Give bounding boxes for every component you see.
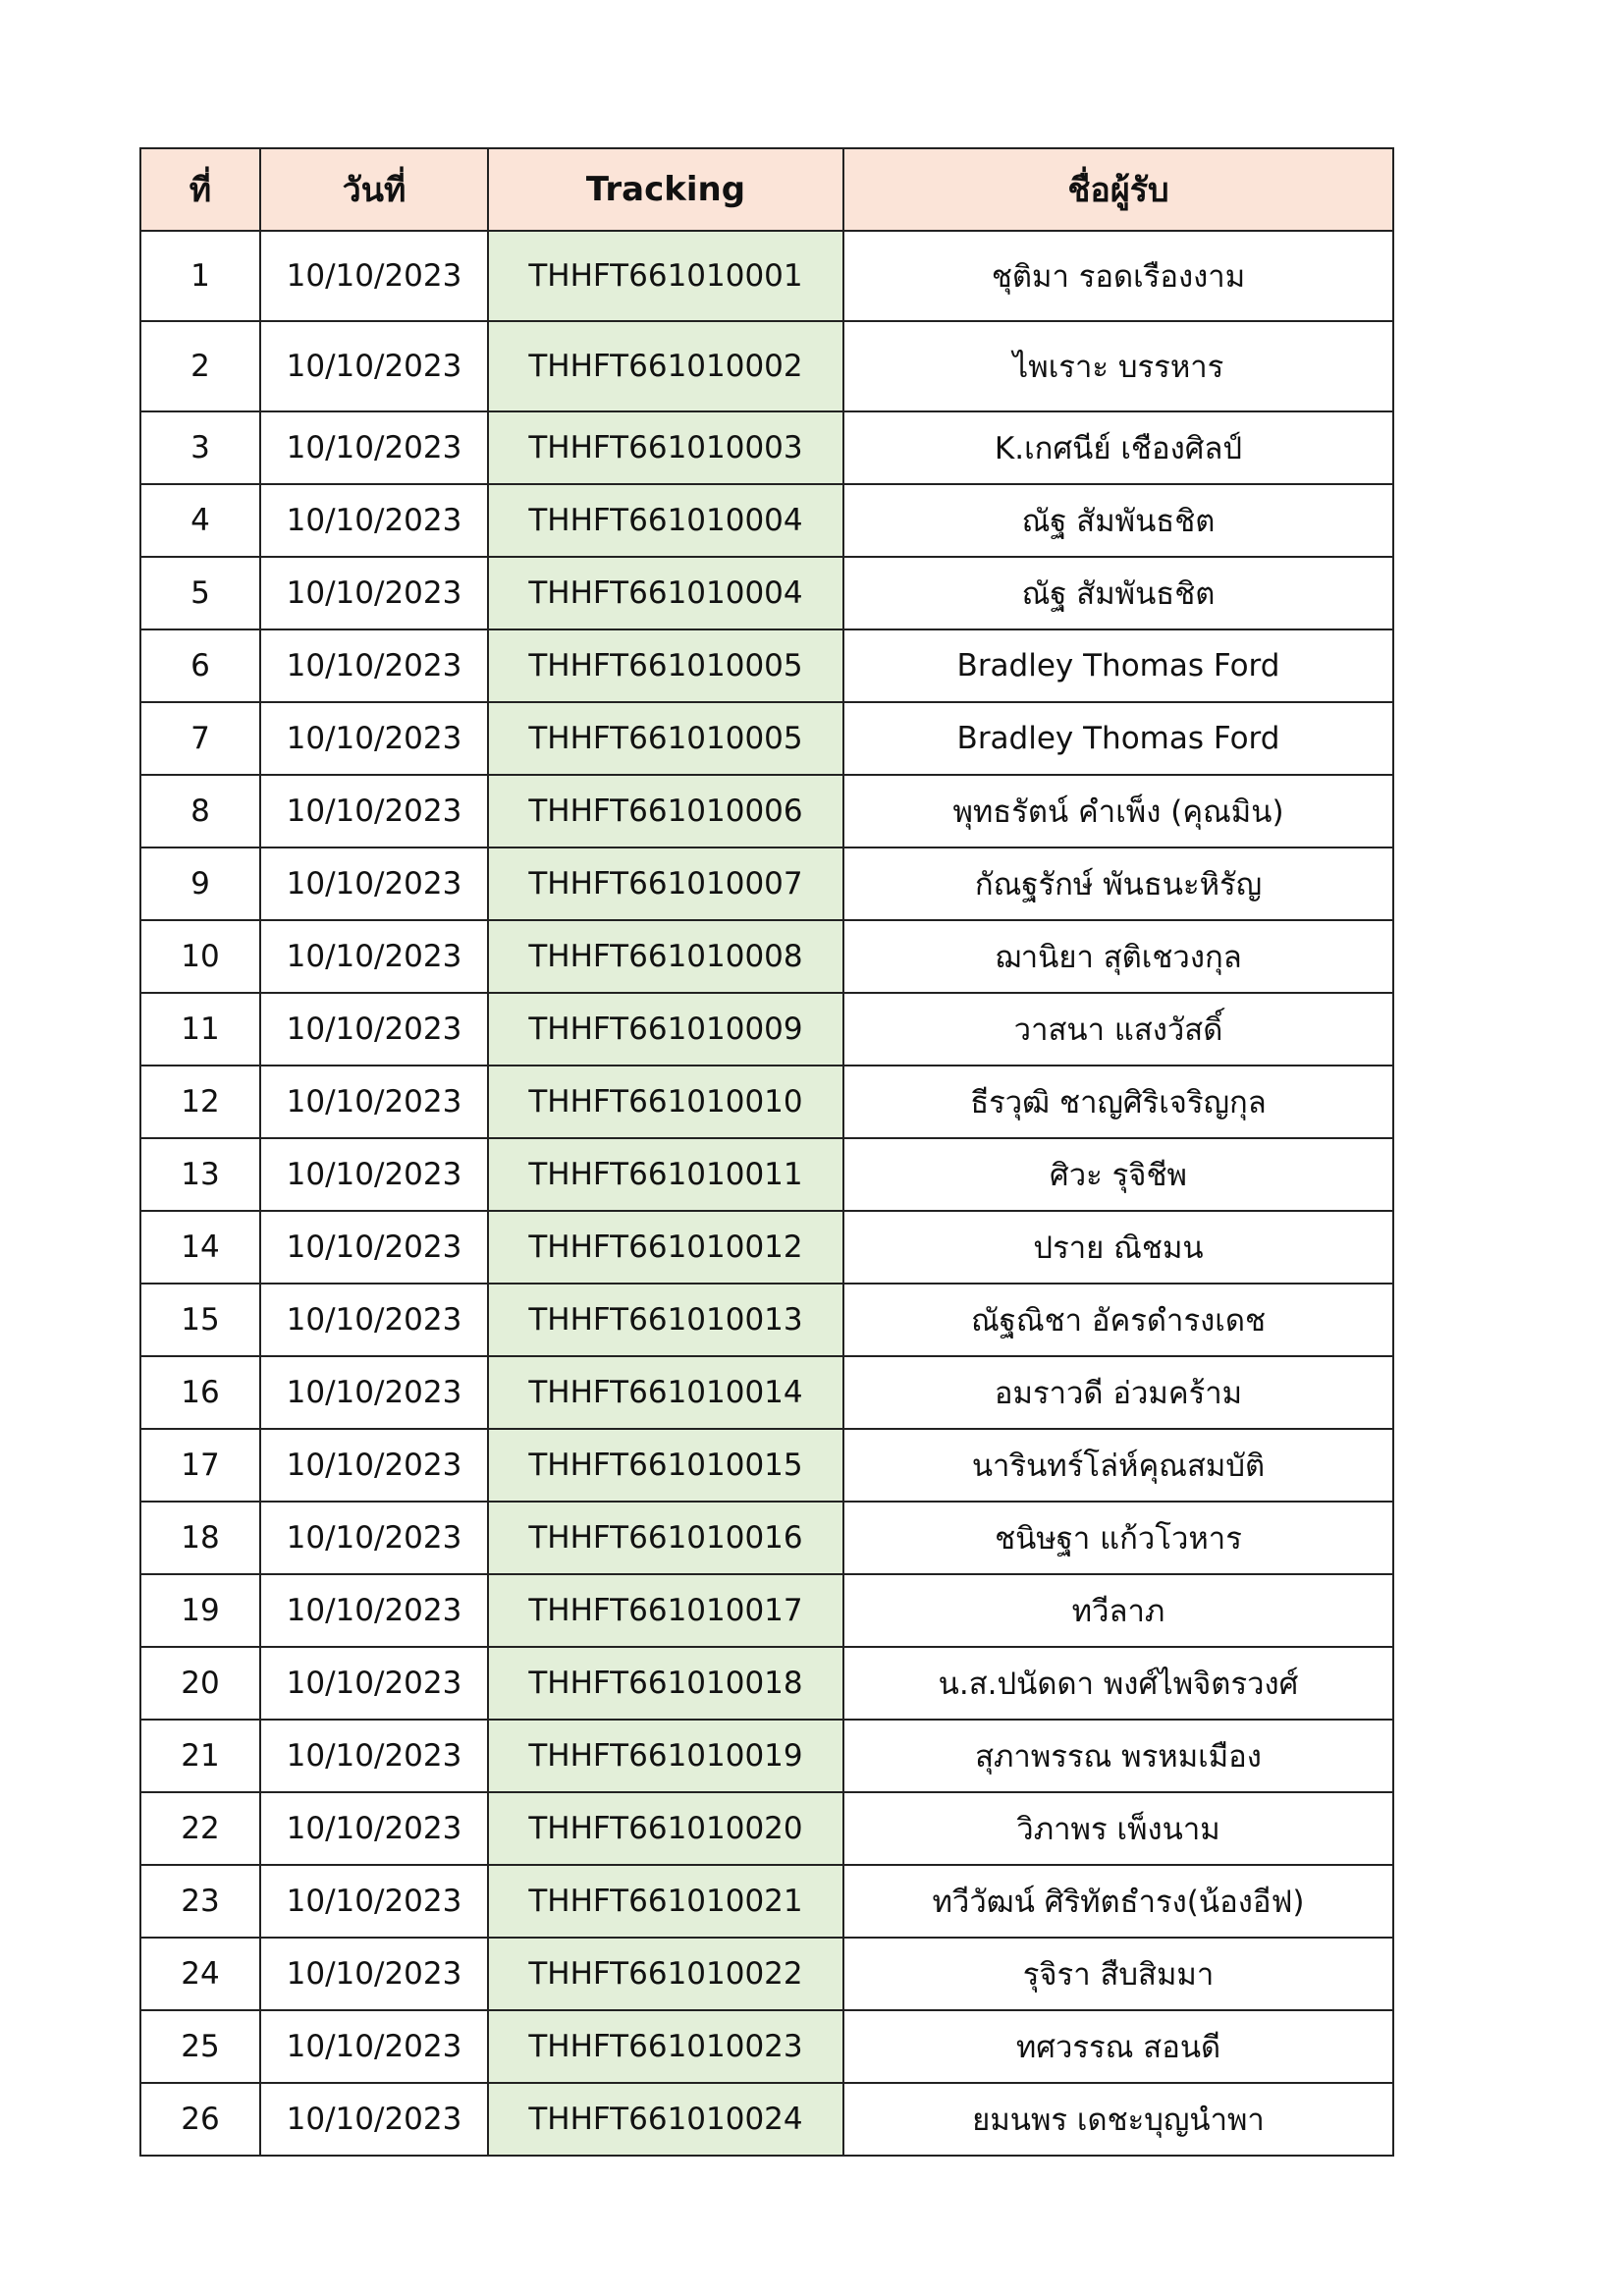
cell-recipient: วาสนา แสงวัสดิ์	[843, 993, 1393, 1066]
table-row	[140, 775, 1393, 847]
cell-tracking: THHFT661010021	[488, 1865, 843, 1938]
header-tracking: Tracking	[488, 148, 843, 231]
cell-no: 20	[140, 1647, 260, 1720]
cell-tracking: THHFT661010009	[488, 993, 843, 1066]
table-row	[140, 1284, 1393, 1356]
cell-date: 10/10/2023	[260, 1502, 488, 1574]
cell-date: 10/10/2023	[260, 2083, 488, 2156]
cell-date: 10/10/2023	[260, 1429, 488, 1502]
cell-recipient: ปราย ณิชมน	[843, 1211, 1393, 1284]
cell-no: 19	[140, 1574, 260, 1647]
cell-recipient: นารินทร์โล่ห์คุณสมบัติ	[843, 1429, 1393, 1502]
cell-no: 17	[140, 1429, 260, 1502]
cell-no: 16	[140, 1356, 260, 1429]
cell-no: 2	[140, 321, 260, 411]
cell-no: 8	[140, 775, 260, 847]
cell-tracking: THHFT661010008	[488, 920, 843, 993]
cell-no: 15	[140, 1284, 260, 1356]
cell-no: 21	[140, 1720, 260, 1792]
table-row	[140, 1865, 1393, 1938]
table-row	[140, 1574, 1393, 1647]
cell-no: 6	[140, 629, 260, 702]
cell-recipient: ไพเราะ บรรหาร	[843, 321, 1393, 411]
cell-date: 10/10/2023	[260, 629, 488, 702]
table-row	[140, 411, 1393, 484]
cell-no: 12	[140, 1066, 260, 1138]
cell-date: 10/10/2023	[260, 1574, 488, 1647]
table-row	[140, 1938, 1393, 2010]
cell-recipient: ชนิษฐา แก้วโวหาร	[843, 1502, 1393, 1574]
table-row	[140, 993, 1393, 1066]
cell-tracking: THHFT661010005	[488, 702, 843, 775]
cell-recipient: ทศวรรณ สอนดี	[843, 2010, 1393, 2083]
cell-recipient: Bradley Thomas Ford	[843, 702, 1393, 775]
cell-date: 10/10/2023	[260, 702, 488, 775]
cell-date: 10/10/2023	[260, 1356, 488, 1429]
cell-tracking: THHFT661010014	[488, 1356, 843, 1429]
table-row	[140, 847, 1393, 920]
table-row	[140, 1647, 1393, 1720]
cell-tracking: THHFT661010023	[488, 2010, 843, 2083]
table-row	[140, 702, 1393, 775]
cell-recipient: วิภาพร เพ็งนาม	[843, 1792, 1393, 1865]
table-row	[140, 1429, 1393, 1502]
table-row	[140, 1792, 1393, 1865]
cell-date: 10/10/2023	[260, 1792, 488, 1865]
cell-tracking: THHFT661010016	[488, 1502, 843, 1574]
cell-tracking: THHFT661010003	[488, 411, 843, 484]
cell-tracking: THHFT661010015	[488, 1429, 843, 1502]
cell-no: 10	[140, 920, 260, 993]
table-row	[140, 557, 1393, 629]
cell-no: 11	[140, 993, 260, 1066]
cell-no: 22	[140, 1792, 260, 1865]
cell-date: 10/10/2023	[260, 920, 488, 993]
header-no: ที่	[140, 148, 260, 231]
table-row	[140, 1066, 1393, 1138]
cell-tracking: THHFT661010012	[488, 1211, 843, 1284]
cell-recipient: น.ส.ปนัดดา พงศ์ไพจิตรวงศ์	[843, 1647, 1393, 1720]
cell-recipient: ศิวะ รุจิชีพ	[843, 1138, 1393, 1211]
table-row	[140, 2083, 1393, 2156]
cell-no: 3	[140, 411, 260, 484]
cell-no: 1	[140, 231, 260, 321]
cell-recipient: ณัฐ สัมพันธชิต	[843, 484, 1393, 557]
cell-date: 10/10/2023	[260, 993, 488, 1066]
cell-recipient: ชุติมา รอดเรืองงาม	[843, 231, 1393, 321]
cell-tracking: THHFT661010005	[488, 629, 843, 702]
cell-recipient: ธีรวุฒิ ชาญศิริเจริญกุล	[843, 1066, 1393, 1138]
cell-tracking: THHFT661010002	[488, 321, 843, 411]
table-row	[140, 629, 1393, 702]
cell-tracking: THHFT661010020	[488, 1792, 843, 1865]
cell-date: 10/10/2023	[260, 557, 488, 629]
cell-no: 5	[140, 557, 260, 629]
cell-no: 7	[140, 702, 260, 775]
cell-date: 10/10/2023	[260, 1720, 488, 1792]
cell-date: 10/10/2023	[260, 2010, 488, 2083]
table-row	[140, 920, 1393, 993]
header-date: วันที่	[260, 148, 488, 231]
cell-no: 14	[140, 1211, 260, 1284]
cell-date: 10/10/2023	[260, 1647, 488, 1720]
table-row	[140, 1138, 1393, 1211]
table-body	[140, 231, 1393, 2156]
header-row	[140, 148, 1393, 231]
cell-recipient: ยมนพร เดชะบุญนำพา	[843, 2083, 1393, 2156]
cell-tracking: THHFT661010004	[488, 484, 843, 557]
cell-date: 10/10/2023	[260, 411, 488, 484]
header-recipient: ชื่อผู้รับ	[843, 148, 1393, 231]
table-row	[140, 1720, 1393, 1792]
cell-tracking: THHFT661010006	[488, 775, 843, 847]
cell-recipient: พุทธรัตน์ คำเพ็ง (คุณมิน)	[843, 775, 1393, 847]
cell-date: 10/10/2023	[260, 1066, 488, 1138]
cell-date: 10/10/2023	[260, 1938, 488, 2010]
cell-date: 10/10/2023	[260, 1865, 488, 1938]
table-row	[140, 1211, 1393, 1284]
cell-no: 18	[140, 1502, 260, 1574]
table-row	[140, 1356, 1393, 1429]
cell-tracking: THHFT661010013	[488, 1284, 843, 1356]
cell-recipient: กัณฐรักษ์ พันธนะหิรัญ	[843, 847, 1393, 920]
table-row	[140, 231, 1393, 321]
cell-date: 10/10/2023	[260, 484, 488, 557]
cell-date: 10/10/2023	[260, 775, 488, 847]
cell-date: 10/10/2023	[260, 1138, 488, 1211]
cell-recipient: Bradley Thomas Ford	[843, 629, 1393, 702]
cell-no: 26	[140, 2083, 260, 2156]
cell-no: 23	[140, 1865, 260, 1938]
cell-tracking: THHFT661010017	[488, 1574, 843, 1647]
cell-no: 25	[140, 2010, 260, 2083]
cell-date: 10/10/2023	[260, 1211, 488, 1284]
table-row	[140, 321, 1393, 411]
cell-recipient: ฌานิยา สุติเชวงกุล	[843, 920, 1393, 993]
cell-date: 10/10/2023	[260, 847, 488, 920]
cell-tracking: THHFT661010019	[488, 1720, 843, 1792]
cell-recipient: ทวีลาภ	[843, 1574, 1393, 1647]
cell-no: 13	[140, 1138, 260, 1211]
cell-no: 9	[140, 847, 260, 920]
cell-tracking: THHFT661010010	[488, 1066, 843, 1138]
cell-date: 10/10/2023	[260, 1284, 488, 1356]
table-row	[140, 2010, 1393, 2083]
cell-date: 10/10/2023	[260, 321, 488, 411]
cell-tracking: THHFT661010011	[488, 1138, 843, 1211]
cell-tracking: THHFT661010001	[488, 231, 843, 321]
cell-tracking: THHFT661010024	[488, 2083, 843, 2156]
cell-recipient: อมราวดี อ่วมคร้าม	[843, 1356, 1393, 1429]
cell-recipient: ณัฐณิชา อัครดำรงเดช	[843, 1284, 1393, 1356]
cell-no: 4	[140, 484, 260, 557]
table-row	[140, 1502, 1393, 1574]
cell-recipient: K.เกศนีย์ เชืองศิลป์	[843, 411, 1393, 484]
cell-recipient: สุภาพรรณ พรหมเมือง	[843, 1720, 1393, 1792]
cell-tracking: THHFT661010004	[488, 557, 843, 629]
cell-tracking: THHFT661010018	[488, 1647, 843, 1720]
cell-tracking: THHFT661010007	[488, 847, 843, 920]
cell-tracking: THHFT661010022	[488, 1938, 843, 2010]
tracking-table	[139, 147, 1394, 2157]
table-row	[140, 484, 1393, 557]
cell-recipient: รุจิรา สืบสิมมา	[843, 1938, 1393, 2010]
cell-recipient: ณัฐ สัมพันธชิต	[843, 557, 1393, 629]
cell-no: 24	[140, 1938, 260, 2010]
cell-recipient: ทวีวัฒน์ ศิริทัตธำรง(น้องอีฟ)	[843, 1865, 1393, 1938]
cell-date: 10/10/2023	[260, 231, 488, 321]
